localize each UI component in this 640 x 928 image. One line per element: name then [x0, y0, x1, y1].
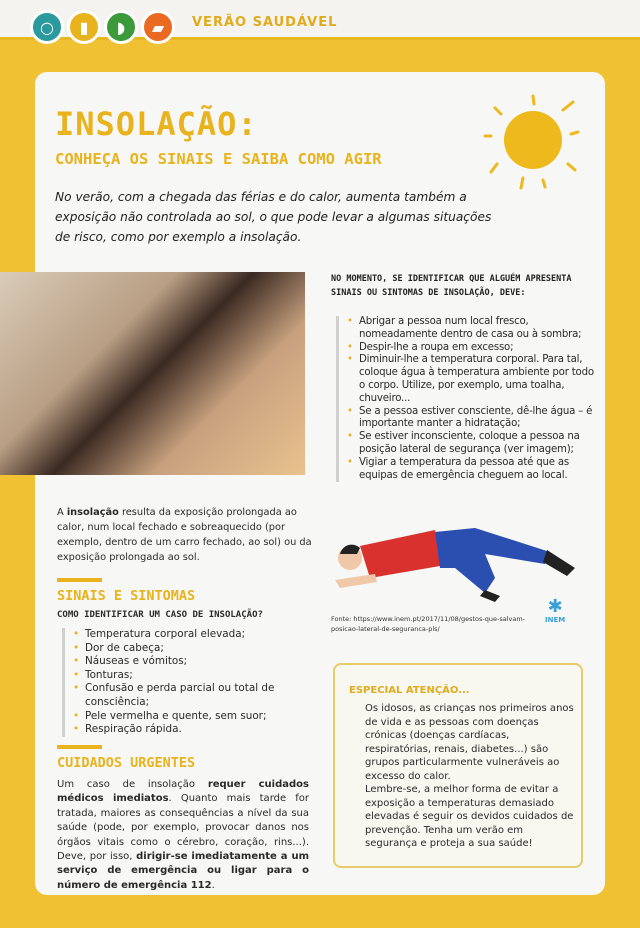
sun-ring-icon: ○	[30, 10, 64, 44]
list-item: • Náuseas e vómitos;	[73, 655, 322, 669]
definition-text	[57, 505, 312, 565]
text: resulta da exposição prolongada ao calor, num local fechado e sobreaquecido (por exemplo, dentro de um carro fechado, ao sol) ou da exposição prolongada ao sol.	[57, 507, 312, 563]
text: .	[211, 879, 215, 891]
paragraph: Lembre-se, a melhor forma de evitar a exposição a temperaturas demasiado elevadas é seguir os devidos cuidados de prevenção. Tenha um verão em segurança e proteja a sua saúde!	[365, 784, 574, 849]
sun-icon	[483, 92, 583, 192]
list-item: • Abrigar a pessoa num local fresco, nomeadamente dentro de casa ou à sombra;	[347, 316, 600, 342]
woman-in-sun-photo	[0, 272, 305, 475]
list-item: • Tonturas;	[73, 669, 322, 683]
actions-list	[336, 316, 600, 482]
attention-heading: ESPECIAL ATENÇÃO...	[349, 685, 470, 696]
sunscreen-icon: ▮	[67, 10, 101, 44]
recovery-position-illustration	[335, 518, 585, 603]
list-item: • Despir-lhe a roupa em excesso;	[347, 342, 600, 355]
actions-heading: NO MOMENTO, SE IDENTIFICAR QUE ALGUÉM APRESENTA SINAIS OU SINTOMAS DE INSOLAÇÃO, DEVE:	[331, 274, 572, 298]
signs-heading: SINAIS E SINTOMAS	[57, 588, 196, 604]
urgent-heading: CUIDADOS URGENTES	[57, 755, 196, 771]
section-label: VERÃO SAUDÁVEL	[192, 15, 338, 30]
divider-bar	[57, 578, 102, 582]
bold-text: requer cuidados médicos imediatos	[57, 779, 309, 805]
text: Um caso de insolação	[57, 779, 208, 790]
attention-text	[365, 702, 575, 851]
sneaker-icon: ▰	[141, 10, 175, 44]
divider-bar	[57, 745, 102, 749]
attention-box	[333, 663, 583, 868]
signs-list	[62, 628, 322, 737]
melon-icon: ◗	[104, 10, 138, 44]
list-item: • Respiração rápida.	[73, 723, 322, 737]
signs-question: COMO IDENTIFICAR UM CASO DE INSOLAÇÃO?	[57, 610, 263, 620]
urgent-text	[57, 778, 309, 893]
page-title: INSOLAÇÃO:	[55, 105, 258, 143]
list-item: • Confusão e perda parcial ou total de consciência;	[73, 682, 322, 709]
list-item: • Se a pessoa estiver consciente, dê-lhe água – é importante manter a hidratação;	[347, 406, 600, 432]
star-of-life-icon: ✱	[547, 596, 563, 617]
list-item: • Dor de cabeça;	[73, 642, 322, 656]
list-item: • Diminuir-lhe a temperatura corporal. Para tal, coloque água à temperatura ambiente por todo o corpo. Utilize, por exemplo, uma toalha, chuveiro...	[347, 354, 600, 405]
source-caption: Fonte: https://www.inem.pt/2017/11/08/gestos-que-salvam-posicao-lateral-de-seguranca-pls/	[331, 615, 526, 633]
bold-text: dirigir-se imediatamente a um serviço de emergência ou ligar para o número de emergência 112	[57, 851, 309, 891]
intro-text: No verão, com a chegada das férias e do calor, aumenta também a exposição não controlada ao sol, o que pode levar a algumas situações de risco, como por exemplo a insolação.	[55, 190, 492, 244]
list-item: • Vigiar a temperatura da pessoa até que as equipas de emergência cheguem ao local.	[347, 457, 600, 483]
page-subtitle: CONHEÇA OS SINAIS E SAIBA COMO AGIR	[55, 150, 382, 168]
text: A	[57, 507, 67, 518]
bold-text: insolação	[66, 507, 119, 518]
list-item: • Temperatura corporal elevada;	[73, 628, 322, 642]
inem-logo	[545, 598, 565, 624]
page-header	[0, 0, 640, 40]
list-item: • Pele vermelha e quente, sem suor;	[73, 710, 322, 724]
text: . Quanto mais tarde for tratada, maiores as consequências a nível da sua saúde (pode, por exemplo, provocar danos nos órgãos vitais como o cérebro, coração, rins...). Deve, por isso,	[57, 793, 309, 863]
inem-label: INEM	[545, 616, 566, 624]
paragraph: Os idosos, as crianças nos primeiros anos de vida e as pessoas com doenças crónicas (doenças cardíacas, respiratórias, renais, diabetes...) são grupos particularmente vulneráveis ao excesso do calor.	[365, 703, 574, 782]
list-item: • Se estiver inconsciente, coloque a pessoa na posição lateral de segurança (ver imagem);	[347, 431, 600, 457]
